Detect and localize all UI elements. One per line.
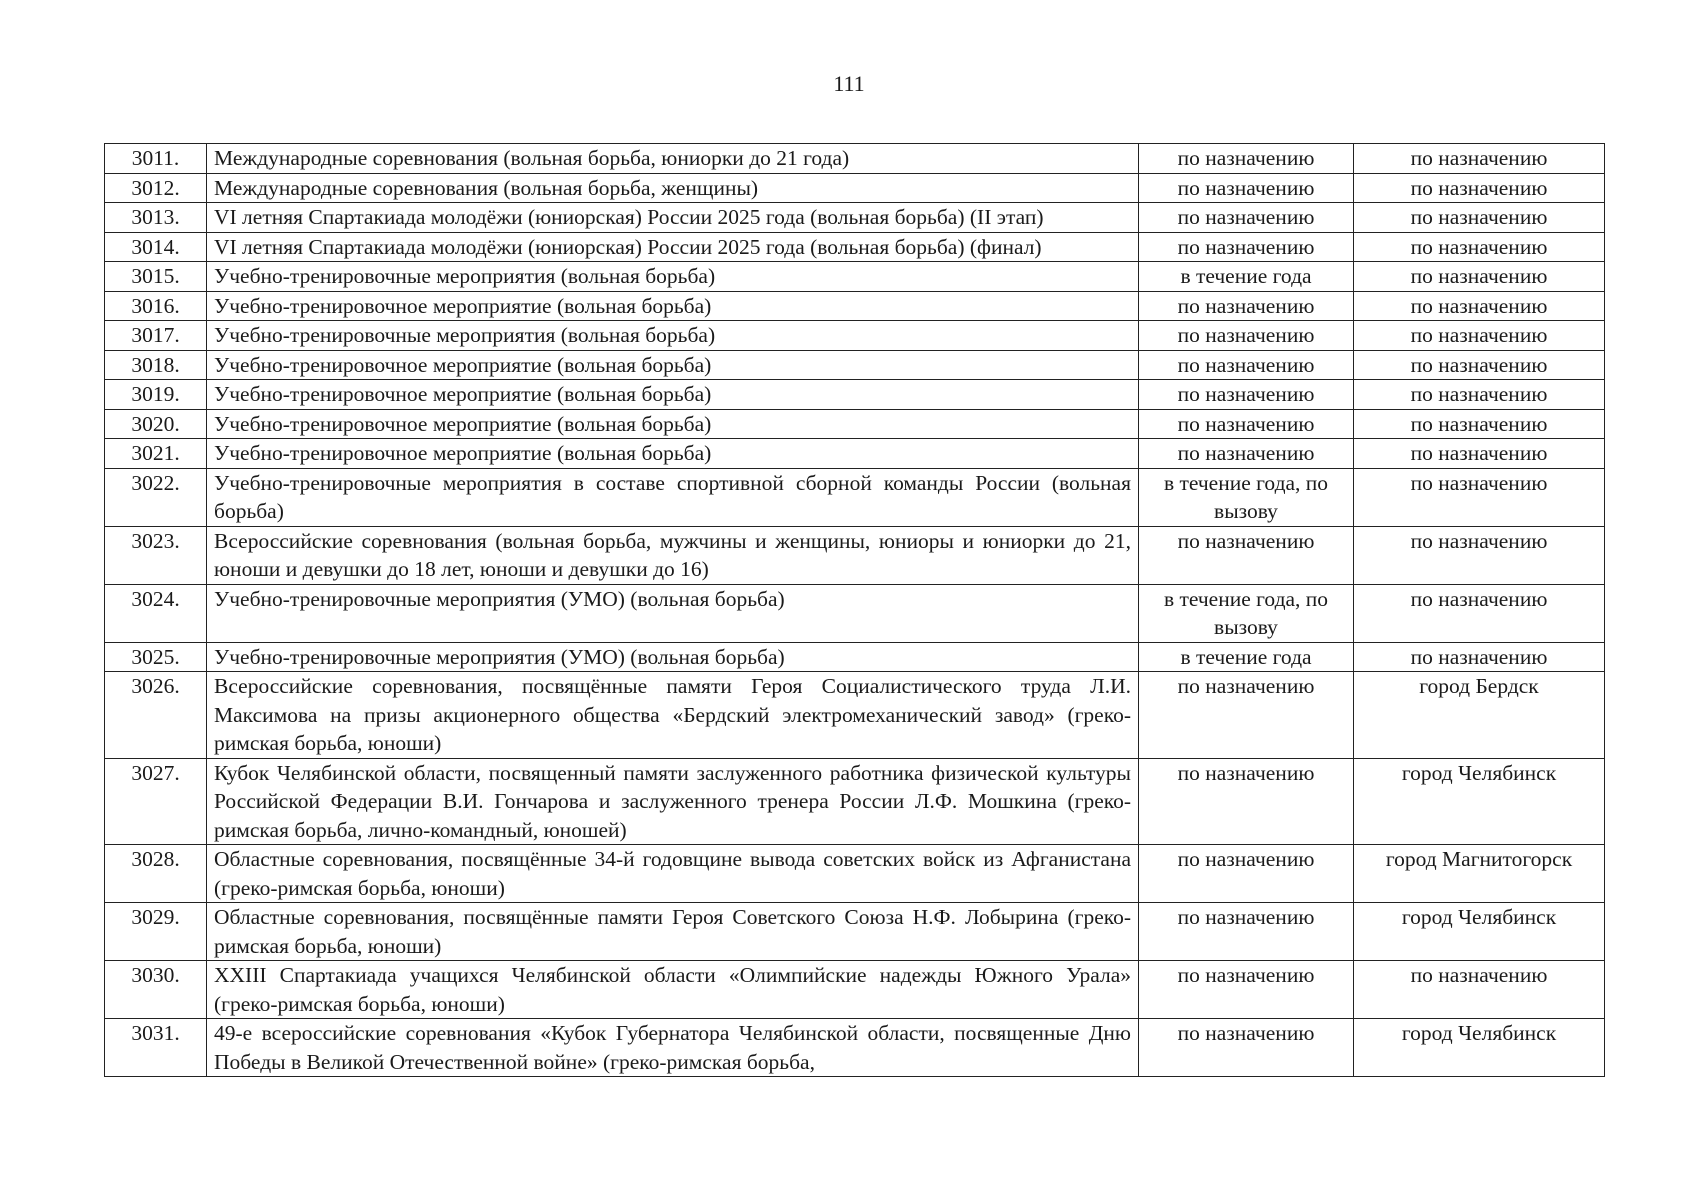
row-number: 3015. [105,262,207,292]
event-name: Учебно-тренировочные мероприятия (УМО) (вольная борьба) [207,584,1139,642]
event-date: по назначению [1139,758,1354,845]
event-name: 49-е всероссийские соревнования «Кубок Губернатора Челябинской области, посвященные Дню Победы в Великой Отечественной войне» (греко-римская борьба, [207,1019,1139,1077]
row-number: 3022. [105,468,207,526]
event-name: VI летняя Спартакиада молодёжи (юниорская) России 2025 года (вольная борьба) (финал) [207,232,1139,262]
event-place: по назначению [1354,380,1605,410]
table-row [105,961,1605,1019]
row-number: 3021. [105,439,207,469]
event-name: VI летняя Спартакиада молодёжи (юниорская) России 2025 года (вольная борьба) (II этап) [207,203,1139,233]
event-date: по назначению [1139,380,1354,410]
event-place: по назначению [1354,584,1605,642]
table-row [105,642,1605,672]
event-date: по назначению [1139,961,1354,1019]
event-place: по назначению [1354,961,1605,1019]
event-place: город Магнитогорск [1354,845,1605,903]
row-number: 3026. [105,672,207,759]
event-name: Учебно-тренировочное мероприятие (вольная борьба) [207,380,1139,410]
event-name: Учебно-тренировочные мероприятия (вольная борьба) [207,262,1139,292]
row-number: 3011. [105,144,207,174]
row-number: 3013. [105,203,207,233]
table-row [105,144,1605,174]
event-date: по назначению [1139,203,1354,233]
event-date: по назначению [1139,232,1354,262]
page-number: 111 [833,71,865,96]
table-row [105,291,1605,321]
event-place: по назначению [1354,468,1605,526]
table-row [105,380,1605,410]
table-row [105,1019,1605,1077]
event-name: Международные соревнования (вольная борьба, юниорки до 21 года) [207,144,1139,174]
event-date: по назначению [1139,845,1354,903]
table-row [105,232,1605,262]
table-row [105,468,1605,526]
row-number: 3016. [105,291,207,321]
event-date: по назначению [1139,350,1354,380]
event-date: по назначению [1139,173,1354,203]
event-place: город Челябинск [1354,758,1605,845]
event-place: по назначению [1354,642,1605,672]
event-date: в течение года [1139,262,1354,292]
event-name: Областные соревнования, посвящённые 34-й годовщине вывода советских войск из Афганистана (греко-римская борьба, юноши) [207,845,1139,903]
event-name: Учебно-тренировочное мероприятие (вольная борьба) [207,409,1139,439]
event-place: по назначению [1354,350,1605,380]
event-name: Учебно-тренировочное мероприятие (вольная борьба) [207,350,1139,380]
table-row [105,758,1605,845]
event-date: в течение года, по вызову [1139,468,1354,526]
event-name: Учебно-тренировочные мероприятия (вольная борьба) [207,321,1139,351]
event-date: по назначению [1139,903,1354,961]
event-date: в течение года [1139,642,1354,672]
event-name: Всероссийские соревнования (вольная борьба, мужчины и женщины, юниоры и юниорки до 21, юноши и девушки до 18 лет, юноши и девушки до 16) [207,526,1139,584]
event-date: по назначению [1139,1019,1354,1077]
event-place: по назначению [1354,173,1605,203]
event-name: Учебно-тренировочное мероприятие (вольная борьба) [207,291,1139,321]
event-place: по назначению [1354,262,1605,292]
row-number: 3023. [105,526,207,584]
event-place: по назначению [1354,409,1605,439]
event-date: по назначению [1139,321,1354,351]
event-name: Учебно-тренировочное мероприятие (вольная борьба) [207,439,1139,469]
row-number: 3017. [105,321,207,351]
event-place: по назначению [1354,439,1605,469]
table-row [105,526,1605,584]
table-row [105,173,1605,203]
row-number: 3025. [105,642,207,672]
event-place: по назначению [1354,291,1605,321]
event-date: по назначению [1139,672,1354,759]
table-row [105,439,1605,469]
event-name: Учебно-тренировочные мероприятия в составе спортивной сборной команды России (вольная борьба) [207,468,1139,526]
event-place: по назначению [1354,526,1605,584]
table-row [105,409,1605,439]
row-number: 3028. [105,845,207,903]
table-row [105,903,1605,961]
event-date: по назначению [1139,439,1354,469]
event-name: Всероссийские соревнования, посвящённые памяти Героя Социалистического труда Л.И. Максимова на призы акционерного общества «Бердский электромеханический завод» (греко-римская борьба, юноши) [207,672,1139,759]
event-name: Международные соревнования (вольная борьба, женщины) [207,173,1139,203]
event-date: по назначению [1139,409,1354,439]
row-number: 3031. [105,1019,207,1077]
table-row [105,584,1605,642]
row-number: 3012. [105,173,207,203]
table-row [105,672,1605,759]
row-number: 3024. [105,584,207,642]
row-number: 3018. [105,350,207,380]
row-number: 3020. [105,409,207,439]
event-place: по назначению [1354,232,1605,262]
event-place: по назначению [1354,321,1605,351]
event-place: город Челябинск [1354,1019,1605,1077]
event-name: XXIII Спартакиада учащихся Челябинской области «Олимпийские надежды Южного Урала» (греко-римская борьба, юноши) [207,961,1139,1019]
table-row [105,350,1605,380]
event-place: по назначению [1354,203,1605,233]
event-place: город Бердск [1354,672,1605,759]
event-name: Кубок Челябинской области, посвященный памяти заслуженного работника физической культуры Российской Федерации В.И. Гончарова и заслуженного тренера России Л.Ф. Мошкина (греко-римская борьба, лично-командный, юношей) [207,758,1139,845]
event-name: Областные соревнования, посвящённые памяти Героя Советского Союза Н.Ф. Лобырина (греко-римская борьба, юноши) [207,903,1139,961]
row-number: 3030. [105,961,207,1019]
events-table [104,143,1605,1077]
event-place: по назначению [1354,144,1605,174]
row-number: 3027. [105,758,207,845]
events-table-body [105,144,1605,1077]
event-place: город Челябинск [1354,903,1605,961]
table-row [105,845,1605,903]
event-date: по назначению [1139,291,1354,321]
event-date: по назначению [1139,526,1354,584]
row-number: 3019. [105,380,207,410]
table-row [105,203,1605,233]
event-date: по назначению [1139,144,1354,174]
row-number: 3014. [105,232,207,262]
table-row [105,262,1605,292]
table-row [105,321,1605,351]
event-name: Учебно-тренировочные мероприятия (УМО) (вольная борьба) [207,642,1139,672]
row-number: 3029. [105,903,207,961]
event-date: в течение года, по вызову [1139,584,1354,642]
